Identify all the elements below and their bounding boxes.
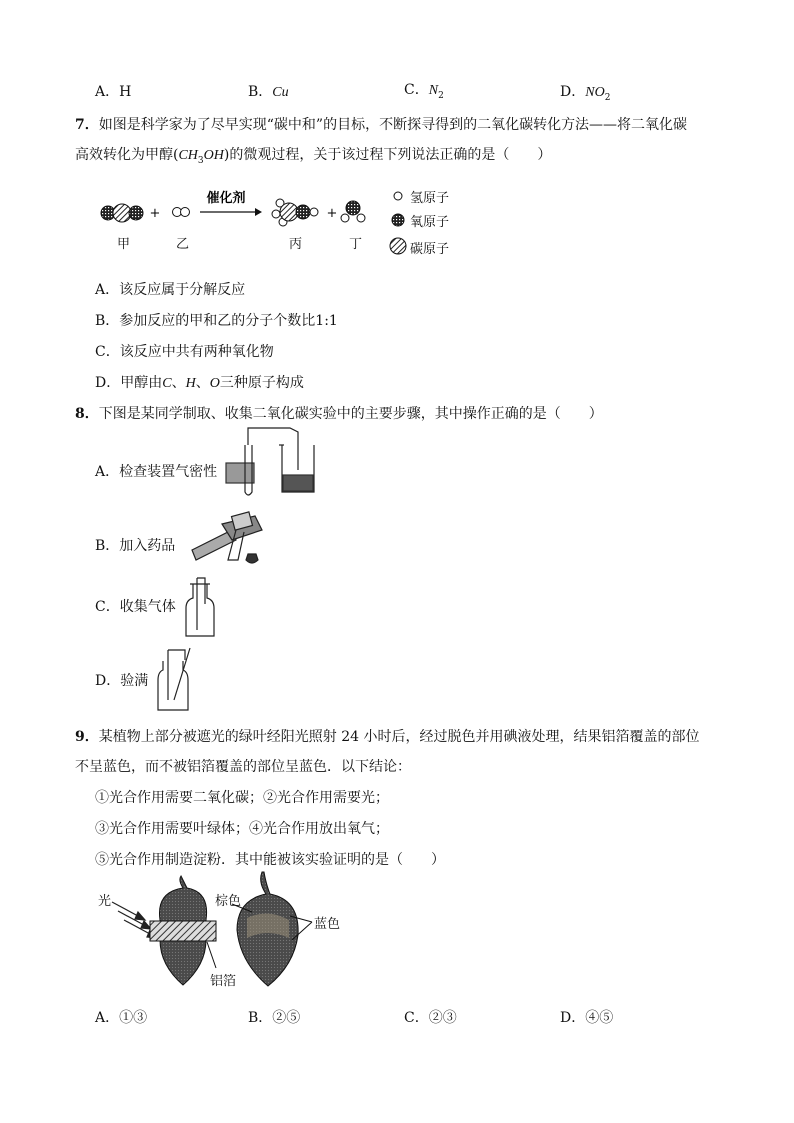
q8-number: 8． [75, 406, 99, 422]
legend-oxygen-label: 氧原子 [410, 215, 450, 230]
q8-option-d[interactable]: D．验满 [95, 673, 149, 689]
q6-option-d-sub: 2 [604, 92, 611, 103]
q7-option-d-o: O [209, 376, 220, 391]
q9-stem-line2: 不呈蓝色，而不被铝箔覆盖的部位呈蓝色．以下结论： [75, 759, 411, 775]
foil-strip [150, 921, 216, 941]
q6-option-c-sub: 2 [438, 90, 444, 101]
q7-option-d-prefix: D．甲醇由 [95, 375, 163, 391]
legend-hydrogen-label: 氢原子 [410, 191, 450, 206]
q7-option-d-c: C [162, 376, 172, 391]
q7-option-d-sep2: 、 [195, 375, 210, 391]
q6-option-b-prefix: B． [248, 84, 273, 100]
q7-option-d-sep1: 、 [171, 375, 186, 391]
q9-conclusion-5: ⑤光合作用制造淀粉．其中能被该实验证明的是（ ） [95, 852, 445, 868]
plus-1: + [149, 206, 161, 221]
leaf-right-after-iodine [237, 872, 298, 986]
q7-line2-a: 高效转化为甲醇( [75, 147, 179, 163]
q7-option-d-suffix: 三种原子构成 [219, 375, 304, 391]
q6-option-d-formula: NO [585, 85, 605, 100]
q8-option-a[interactable]: A．检查装置气密性 [95, 464, 218, 480]
q6-option-c-formula: N [428, 83, 439, 98]
q8-option-b[interactable]: B．加入药品 [95, 538, 176, 554]
figure-label-foil: 铝箔 [210, 974, 237, 989]
figure-label-brown: 棕色 [215, 894, 242, 909]
q7-formula-sub: 3 [197, 155, 204, 166]
catalyst-label: 催化剂 [206, 191, 246, 206]
q6-option-c-prefix: C． [404, 82, 429, 98]
q6-option-b-formula: Cu [272, 85, 289, 100]
q7-formula-ch: CH [178, 148, 198, 163]
q7-option-c[interactable]: C．该反应中共有两种氧化物 [95, 344, 274, 360]
label-jia: 甲 [117, 237, 131, 252]
figure-label-blue: 蓝色 [314, 917, 341, 932]
label-ding: 丁 [349, 237, 363, 252]
q6-option-a[interactable]: A．H [95, 84, 132, 100]
leaf-left-foil-covered [150, 876, 216, 985]
q7-line1-text: 如图是科学家为了尽早实现“碳中和”的目标，不断探寻得到的二氧化碳转化方法——将二氧化碳 [98, 117, 688, 133]
q7-option-d-h: H [185, 376, 196, 391]
q9-option-a[interactable]: A．①③ [95, 1010, 148, 1026]
q7-formula-oh: OH [203, 148, 224, 163]
q7-number: 7． [75, 117, 99, 133]
plus-2: + [326, 206, 338, 221]
label-yi: 乙 [176, 237, 190, 252]
q9-number: 9． [75, 729, 99, 745]
q9-line1-text: 某植物上部分被遮光的绿叶经阳光照射 24 小时后，经过脱色并用碘液处理，结果铝箔覆盖的部位 [98, 729, 700, 745]
q9-conclusions-1-2: ①光合作用需要二氧化碳；②光合作用需要光； [95, 790, 389, 806]
legend-carbon-label: 碳原子 [410, 242, 450, 257]
q7-option-a[interactable]: A．该反应属于分解反应 [95, 282, 246, 298]
q9-conclusions-3-4: ③光合作用需要叶绿体；④光合作用放出氧气； [95, 821, 389, 837]
label-bing: 丙 [289, 237, 303, 252]
q7-option-b[interactable]: B．参加反应的甲和乙的分子个数比1:1 [95, 313, 338, 329]
q9-option-d[interactable]: D．④⑤ [560, 1010, 614, 1026]
q9-option-b[interactable]: B．②⑤ [248, 1010, 301, 1026]
q8-stem-text: 下图是某同学制取、收集二氧化碳实验中的主要步骤，其中操作正确的是（ ） [98, 406, 603, 422]
q7-line2-b: )的微观过程，关于该过程下列说法正确的是（ ） [223, 147, 552, 163]
q8-option-c[interactable]: C．收集气体 [95, 599, 176, 615]
q9-option-c[interactable]: C．②③ [404, 1010, 457, 1026]
figure-label-light: 光 [98, 894, 112, 909]
q6-option-d-prefix: D． [560, 84, 586, 100]
